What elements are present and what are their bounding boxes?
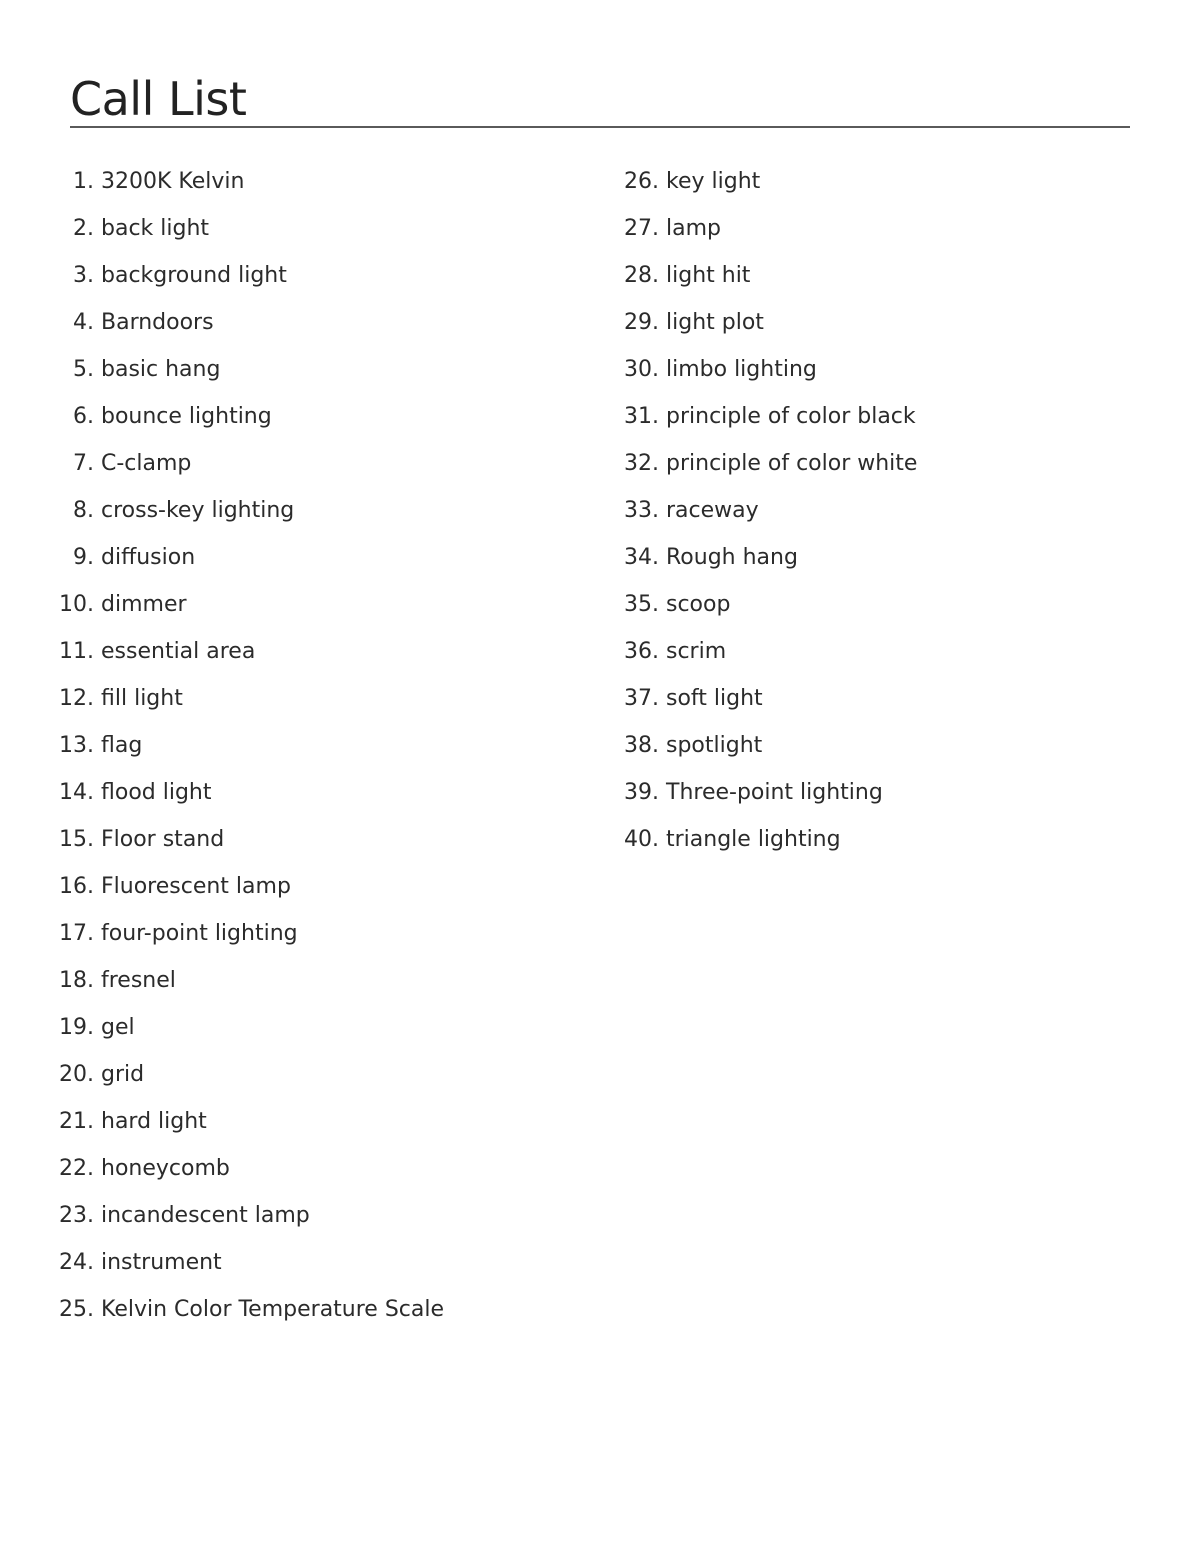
- item-number: 1.: [73, 169, 94, 194]
- list-item: [605, 534, 917, 581]
- item-term: C-clamp: [101, 451, 192, 476]
- list-item: [605, 628, 917, 675]
- item-number: 2.: [73, 216, 94, 241]
- list-item: [605, 581, 917, 628]
- list-item: [40, 1004, 444, 1051]
- item-term: scrim: [666, 639, 727, 664]
- item-number: 35.: [624, 592, 659, 617]
- list-item: [40, 346, 444, 393]
- item-number: 32.: [624, 451, 659, 476]
- list-item: [40, 487, 444, 534]
- item-number: 11.: [59, 639, 94, 664]
- item-number: 27.: [624, 216, 659, 241]
- list-item: [40, 910, 444, 957]
- list-item: [40, 722, 444, 769]
- item-number: 16.: [59, 874, 94, 899]
- item-number: 22.: [59, 1156, 94, 1181]
- item-number: 5.: [73, 357, 94, 382]
- list-item: [40, 158, 444, 205]
- item-number: 7.: [73, 451, 94, 476]
- item-number: 39.: [624, 780, 659, 805]
- item-term: essential area: [101, 639, 256, 664]
- list-item: [40, 581, 444, 628]
- item-term: principle of color black: [666, 404, 916, 429]
- item-term: basic hang: [101, 357, 221, 382]
- list-item: [605, 205, 917, 252]
- item-number: 24.: [59, 1250, 94, 1275]
- page-title: Call List: [70, 72, 247, 126]
- item-term: incandescent lamp: [101, 1203, 310, 1228]
- title-divider: [70, 126, 1130, 128]
- list-item: [40, 1051, 444, 1098]
- item-number: 33.: [624, 498, 659, 523]
- item-term: grid: [101, 1062, 145, 1087]
- item-term: raceway: [666, 498, 759, 523]
- item-term: fresnel: [101, 968, 176, 993]
- item-term: diffusion: [101, 545, 196, 570]
- item-number: 4.: [73, 310, 94, 335]
- list-item: [605, 299, 917, 346]
- list-item: [605, 440, 917, 487]
- item-number: 37.: [624, 686, 659, 711]
- item-number: 23.: [59, 1203, 94, 1228]
- item-number: 29.: [624, 310, 659, 335]
- item-term: hard light: [101, 1109, 207, 1134]
- item-term: 3200K Kelvin: [101, 169, 245, 194]
- list-item: [605, 769, 917, 816]
- item-number: 19.: [59, 1015, 94, 1040]
- item-term: light plot: [666, 310, 764, 335]
- item-term: back light: [101, 216, 210, 241]
- item-term: light hit: [666, 263, 751, 288]
- list-item: [40, 252, 444, 299]
- item-term: flood light: [101, 780, 212, 805]
- item-term: Three-point lighting: [666, 780, 883, 805]
- list-item: [40, 1098, 444, 1145]
- list-item: [40, 205, 444, 252]
- list-item: [40, 1145, 444, 1192]
- item-term: four-point lighting: [101, 921, 298, 946]
- item-number: 34.: [624, 545, 659, 570]
- item-term: Barndoors: [101, 310, 214, 335]
- item-number: 17.: [59, 921, 94, 946]
- list-item: [605, 675, 917, 722]
- item-number: 25.: [59, 1297, 94, 1322]
- item-term: fill light: [101, 686, 183, 711]
- list-item: [605, 816, 917, 863]
- item-number: 9.: [73, 545, 94, 570]
- item-term: limbo lighting: [666, 357, 817, 382]
- item-term: flag: [101, 733, 143, 758]
- list-item: [605, 393, 917, 440]
- item-term: gel: [101, 1015, 135, 1040]
- list-item: [40, 1286, 444, 1333]
- item-term: background light: [101, 263, 287, 288]
- list-item: [40, 675, 444, 722]
- item-term: instrument: [101, 1250, 222, 1275]
- item-number: 30.: [624, 357, 659, 382]
- list-item: [605, 487, 917, 534]
- item-number: 31.: [624, 404, 659, 429]
- item-number: 3.: [73, 263, 94, 288]
- list-item: [40, 957, 444, 1004]
- item-term: Kelvin Color Temperature Scale: [101, 1297, 445, 1322]
- item-number: 20.: [59, 1062, 94, 1087]
- item-number: 28.: [624, 263, 659, 288]
- list-item: [605, 722, 917, 769]
- item-term: triangle lighting: [666, 827, 841, 852]
- item-term: cross-key lighting: [101, 498, 295, 523]
- item-number: 26.: [624, 169, 659, 194]
- list-item: [40, 440, 444, 487]
- item-number: 21.: [59, 1109, 94, 1134]
- list-item: [40, 863, 444, 910]
- item-term: key light: [666, 169, 761, 194]
- list-item: [40, 299, 444, 346]
- list-item: [40, 1192, 444, 1239]
- item-term: soft light: [666, 686, 763, 711]
- item-term: principle of color white: [666, 451, 918, 476]
- item-term: dimmer: [101, 592, 187, 617]
- list-item: [40, 1239, 444, 1286]
- item-number: 10.: [59, 592, 94, 617]
- item-term: lamp: [666, 216, 721, 241]
- item-term: scoop: [666, 592, 731, 617]
- item-number: 8.: [73, 498, 94, 523]
- item-number: 38.: [624, 733, 659, 758]
- item-number: 13.: [59, 733, 94, 758]
- item-term: Fluorescent lamp: [101, 874, 291, 899]
- list-item: [40, 534, 444, 581]
- list-item: [40, 816, 444, 863]
- list-item: [40, 628, 444, 675]
- item-number: 40.: [624, 827, 659, 852]
- item-term: bounce lighting: [101, 404, 272, 429]
- list-item: [40, 769, 444, 816]
- item-number: 12.: [59, 686, 94, 711]
- item-number: 14.: [59, 780, 94, 805]
- item-number: 36.: [624, 639, 659, 664]
- list-item: [605, 346, 917, 393]
- item-number: 18.: [59, 968, 94, 993]
- item-term: Rough hang: [666, 545, 798, 570]
- call-list-right-column: [605, 158, 917, 863]
- item-term: Floor stand: [101, 827, 225, 852]
- item-term: spotlight: [666, 733, 763, 758]
- list-item: [605, 252, 917, 299]
- item-term: honeycomb: [101, 1156, 230, 1181]
- list-item: [40, 393, 444, 440]
- call-list-left-column: [40, 158, 444, 1333]
- item-number: 6.: [73, 404, 94, 429]
- list-item: [605, 158, 917, 205]
- item-number: 15.: [59, 827, 94, 852]
